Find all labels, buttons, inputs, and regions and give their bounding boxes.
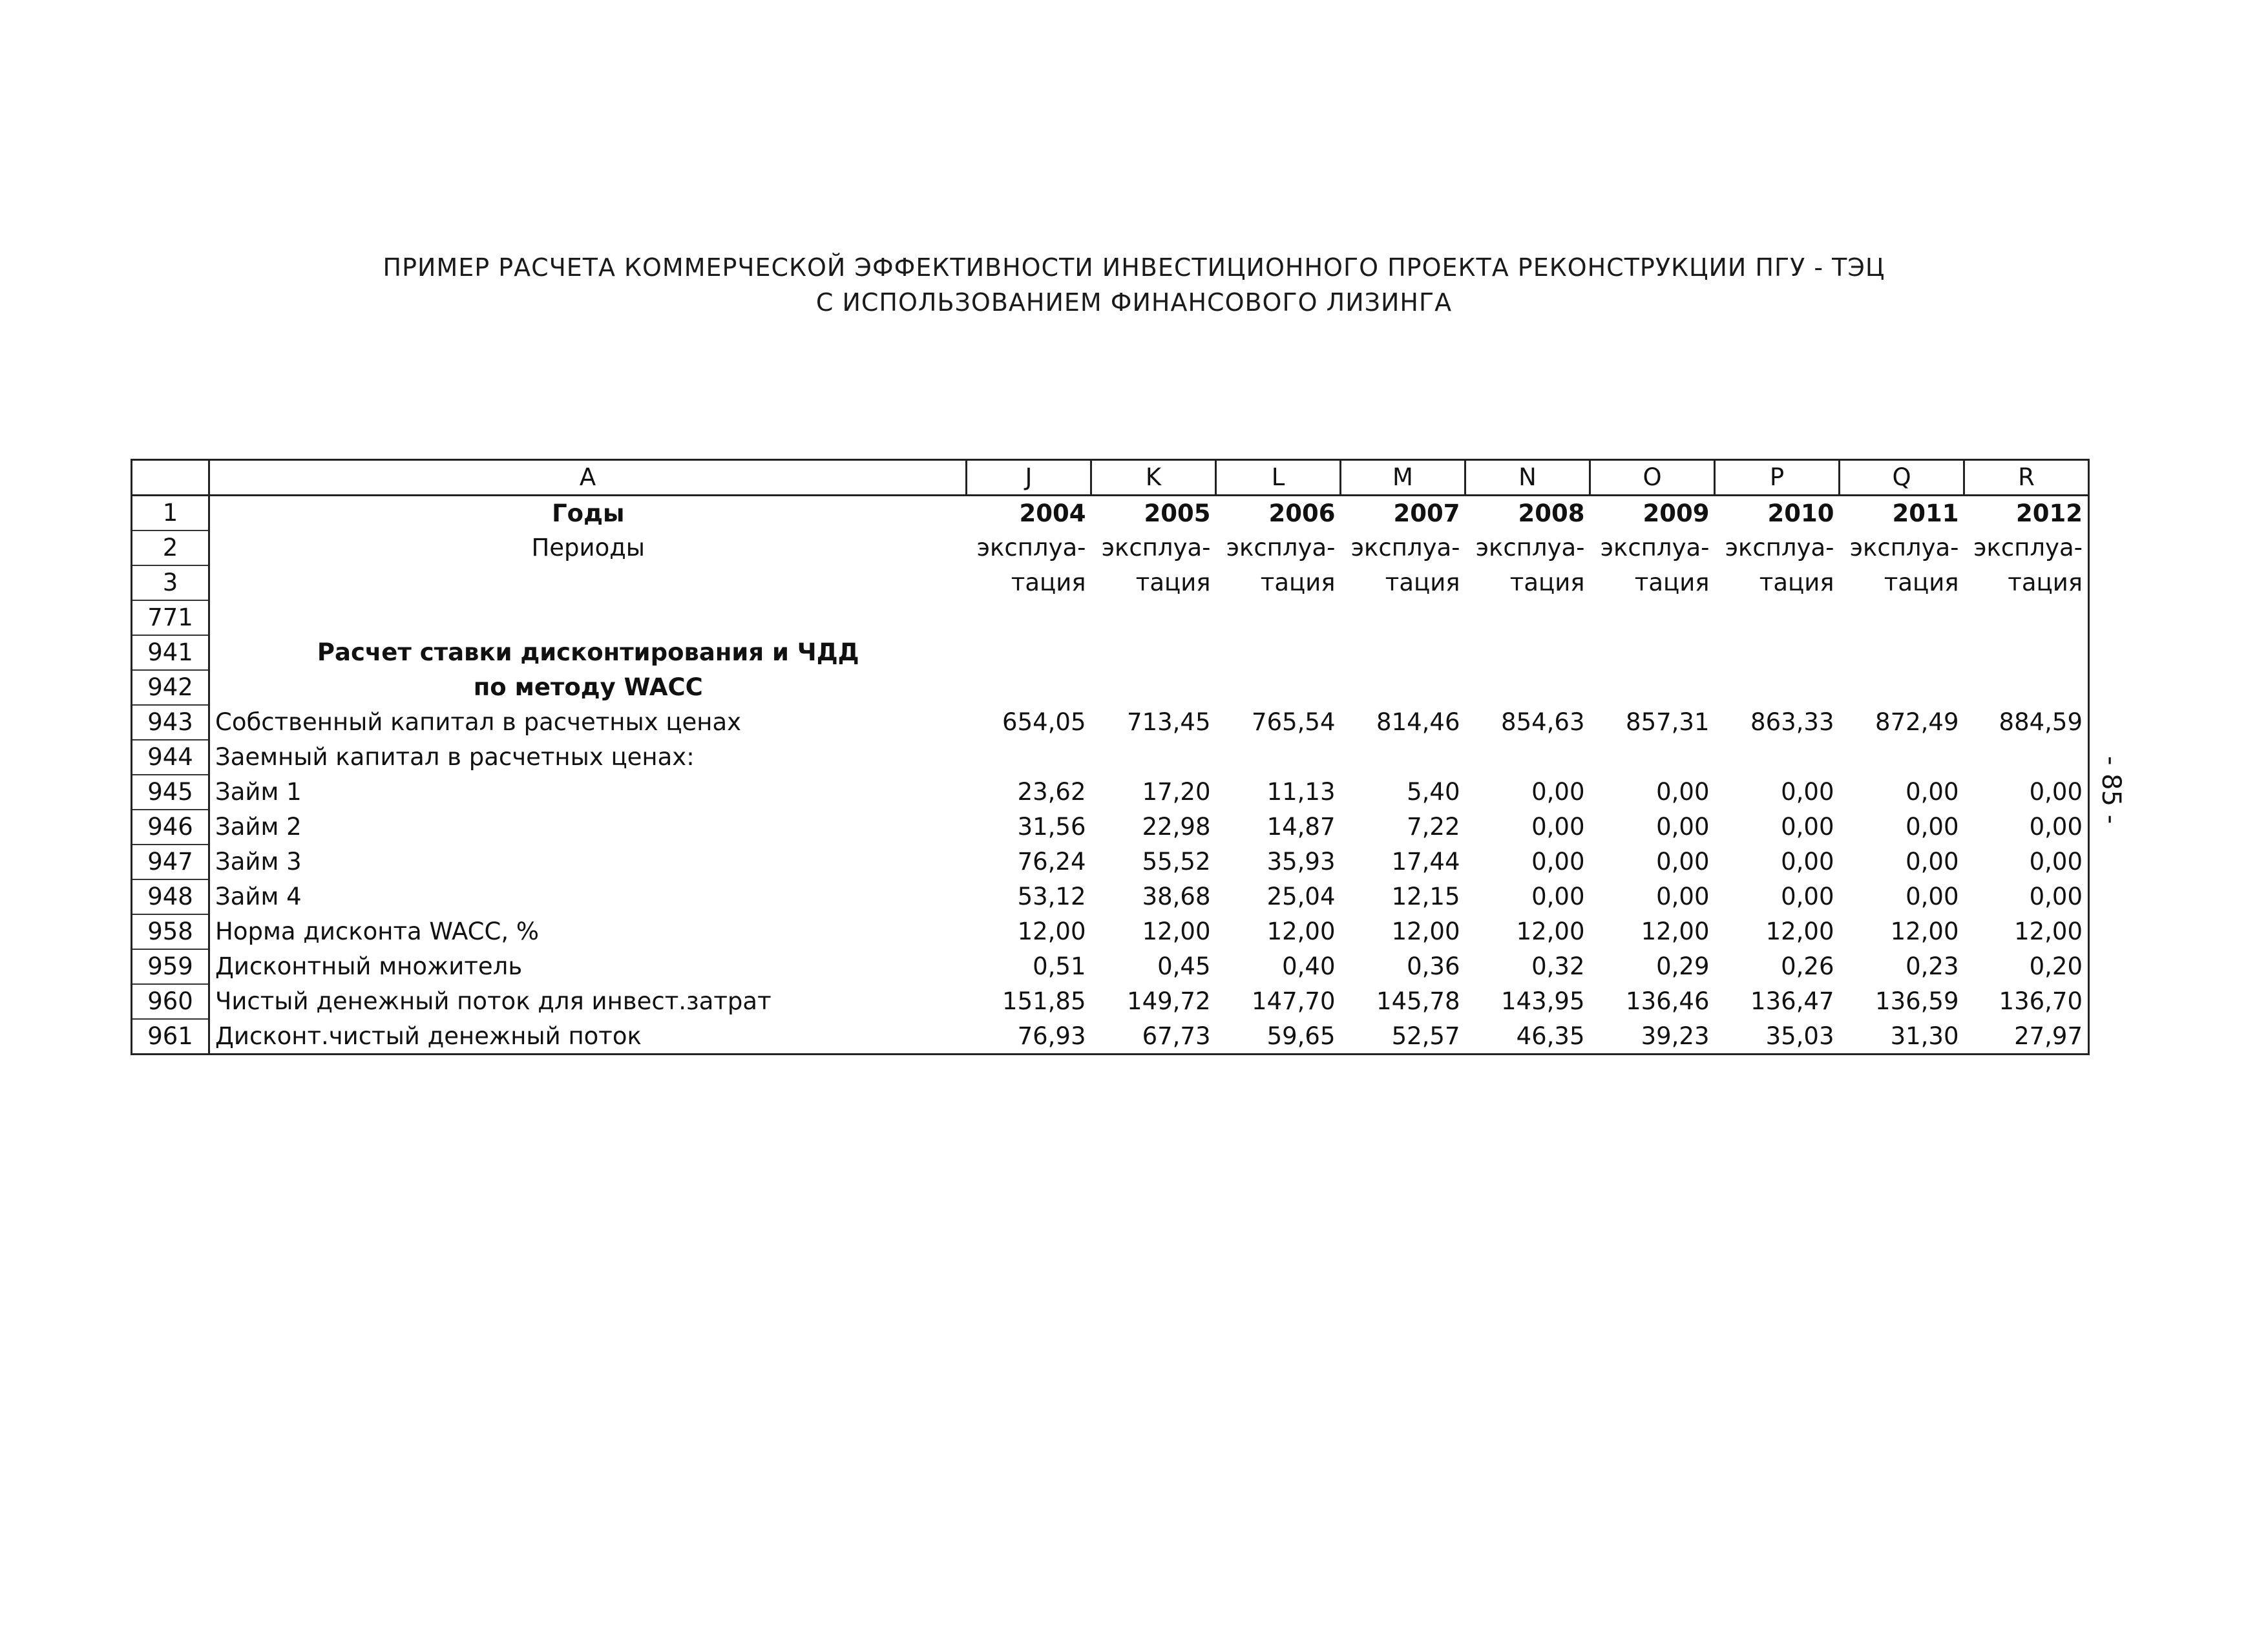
empty-cell[interactable] bbox=[1964, 635, 2089, 670]
value-cell[interactable]: 12,00 bbox=[1391, 918, 1460, 945]
value-cell[interactable]: 17,44 bbox=[1391, 848, 1460, 876]
value-cell[interactable] bbox=[1590, 740, 1715, 775]
spreadsheet-grid bbox=[131, 459, 2090, 1055]
table-row bbox=[132, 914, 2089, 949]
table-row bbox=[132, 879, 2089, 914]
row-label[interactable]: Займ 1 bbox=[209, 775, 967, 810]
empty-cell[interactable] bbox=[1964, 600, 2089, 635]
empty-cell[interactable] bbox=[1715, 670, 1840, 705]
empty-cell[interactable] bbox=[1590, 635, 1715, 670]
value-cell[interactable]: 713,45 bbox=[1127, 708, 1211, 736]
column-header-k[interactable]: K bbox=[1091, 460, 1216, 496]
table-row bbox=[132, 740, 2089, 775]
column-header-m[interactable]: M bbox=[1341, 460, 1465, 496]
empty-cell[interactable] bbox=[1465, 635, 1590, 670]
table-row bbox=[132, 775, 2089, 810]
value-cell[interactable]: 136,59 bbox=[1875, 987, 1959, 1015]
wacc-table bbox=[131, 459, 2090, 1055]
empty-cell[interactable] bbox=[1840, 670, 1964, 705]
row-label[interactable] bbox=[209, 600, 967, 635]
value-cell[interactable]: 854,63 bbox=[1501, 708, 1585, 736]
table-body bbox=[132, 496, 2089, 1055]
period-cell[interactable]: эксплуа- bbox=[976, 534, 1086, 562]
value-cell[interactable]: 17,20 bbox=[1142, 778, 1211, 806]
year-cell[interactable]: 2010 bbox=[1767, 499, 1834, 527]
year-cell[interactable]: 2009 bbox=[1643, 499, 1710, 527]
years-row bbox=[132, 496, 2089, 531]
value-cell[interactable]: 76,93 bbox=[967, 1019, 1091, 1055]
period-cell[interactable]: тация bbox=[1509, 569, 1585, 596]
row-number[interactable]: 3 bbox=[132, 565, 209, 600]
empty-cell[interactable] bbox=[1715, 600, 1840, 635]
empty-cell[interactable] bbox=[1465, 670, 1590, 705]
row-label[interactable]: Заемный капитал в расчетных ценах: bbox=[209, 740, 967, 775]
value-cell[interactable]: 12,00 bbox=[1266, 918, 1336, 945]
row-number[interactable]: 948 bbox=[132, 879, 209, 914]
year-cell[interactable]: 2007 bbox=[1393, 499, 1460, 527]
row-label[interactable]: Чистый денежный поток для инвест.затрат bbox=[209, 984, 967, 1019]
value-cell[interactable]: 35,03 bbox=[1715, 1019, 1840, 1055]
value-cell[interactable]: 76,24 bbox=[1017, 848, 1086, 876]
period-cell[interactable]: эксплуа- bbox=[1725, 534, 1834, 562]
period-cell[interactable]: эксплуа- bbox=[1101, 534, 1211, 562]
value-cell[interactable]: 35,93 bbox=[1266, 848, 1336, 876]
value-cell[interactable]: 0,23 bbox=[1906, 952, 1959, 980]
value-cell[interactable]: 151,85 bbox=[1002, 987, 1086, 1015]
value-cell[interactable]: 12,00 bbox=[1765, 918, 1834, 945]
value-cell[interactable] bbox=[1840, 740, 1964, 775]
corner-cell[interactable] bbox=[132, 460, 209, 496]
value-cell[interactable]: 0,20 bbox=[1964, 949, 2089, 984]
period-cell[interactable]: эксплуа- bbox=[1475, 534, 1585, 562]
value-cell[interactable]: 0,00 bbox=[1656, 778, 1710, 806]
value-cell[interactable]: 31,30 bbox=[1840, 1019, 1964, 1055]
value-cell[interactable]: 14,87 bbox=[1266, 813, 1336, 841]
table-row bbox=[132, 1019, 2089, 1055]
row-label[interactable]: Собственный капитал в расчетных ценах bbox=[209, 705, 967, 740]
value-cell[interactable]: 0,00 bbox=[1906, 883, 1959, 910]
value-cell[interactable] bbox=[1964, 740, 2089, 775]
value-cell[interactable]: 0,00 bbox=[1656, 848, 1710, 876]
value-cell[interactable]: 0,45 bbox=[1157, 952, 1211, 980]
value-cell[interactable]: 12,00 bbox=[1890, 918, 1959, 945]
value-cell[interactable]: 22,98 bbox=[1142, 813, 1211, 841]
value-cell[interactable]: 884,59 bbox=[1964, 705, 2089, 740]
value-cell[interactable]: 67,73 bbox=[1091, 1019, 1216, 1055]
empty-cell[interactable] bbox=[967, 670, 1091, 705]
empty-cell[interactable] bbox=[1216, 600, 1341, 635]
row-label[interactable]: Займ 2 bbox=[209, 810, 967, 845]
value-cell[interactable]: 0,00 bbox=[1964, 845, 2089, 879]
value-cell[interactable]: 136,46 bbox=[1626, 987, 1710, 1015]
year-cell[interactable]: 2005 bbox=[1144, 499, 1211, 527]
empty-cell[interactable] bbox=[1341, 600, 1465, 635]
value-cell[interactable]: 12,00 bbox=[1964, 914, 2089, 949]
row-number[interactable]: 958 bbox=[132, 914, 209, 949]
value-cell[interactable]: 143,95 bbox=[1501, 987, 1585, 1015]
document-title-line2: С ИСПОЛЬЗОВАНИЕМ ФИНАНСОВОГО ЛИЗИНГА bbox=[815, 288, 1453, 317]
empty-cell[interactable] bbox=[1590, 670, 1715, 705]
empty-cell[interactable] bbox=[1341, 635, 1465, 670]
value-cell[interactable]: 25,04 bbox=[1266, 883, 1336, 910]
column-header-j[interactable]: J bbox=[967, 460, 1091, 496]
row-label[interactable] bbox=[209, 565, 967, 600]
year-cell[interactable]: 2012 bbox=[1964, 496, 2089, 531]
row-number[interactable]: 941 bbox=[132, 635, 209, 670]
row-number[interactable]: 959 bbox=[132, 949, 209, 984]
section-title-line1[interactable]: Расчет ставки дисконтирования и ЧДД bbox=[209, 635, 967, 670]
value-cell[interactable]: 814,46 bbox=[1376, 708, 1460, 736]
periods-cont-row bbox=[132, 565, 2089, 600]
value-cell[interactable]: 39,23 bbox=[1590, 1019, 1715, 1055]
value-cell[interactable]: 31,56 bbox=[1017, 813, 1086, 841]
value-cell[interactable]: 38,68 bbox=[1142, 883, 1211, 910]
column-header-o[interactable]: O bbox=[1590, 460, 1715, 496]
value-cell[interactable]: 7,22 bbox=[1407, 813, 1460, 841]
value-cell[interactable]: 27,97 bbox=[1964, 1019, 2089, 1055]
section-row bbox=[132, 635, 2089, 670]
year-cell[interactable]: 2004 bbox=[1019, 499, 1086, 527]
row-label[interactable]: Периоды bbox=[209, 530, 967, 565]
row-label[interactable]: Дисконт.чистый денежный поток bbox=[209, 1019, 967, 1055]
value-cell[interactable]: 0,00 bbox=[1906, 813, 1959, 841]
value-cell[interactable]: 654,05 bbox=[1002, 708, 1086, 736]
value-cell[interactable]: 12,00 bbox=[1017, 918, 1086, 945]
value-cell[interactable]: 0,00 bbox=[1656, 883, 1710, 910]
column-header-l[interactable]: L bbox=[1216, 460, 1341, 496]
row-number[interactable]: 2 bbox=[132, 530, 209, 565]
value-cell[interactable]: 857,31 bbox=[1626, 708, 1710, 736]
value-cell[interactable] bbox=[1465, 740, 1590, 775]
empty-cell[interactable] bbox=[967, 635, 1091, 670]
value-cell[interactable]: 0,40 bbox=[1282, 952, 1336, 980]
value-cell[interactable]: 12,00 bbox=[1641, 918, 1710, 945]
value-cell[interactable]: 0,00 bbox=[1964, 879, 2089, 914]
value-cell[interactable]: 12,15 bbox=[1391, 883, 1460, 910]
period-cell[interactable]: тация bbox=[1385, 569, 1460, 596]
value-cell[interactable]: 765,54 bbox=[1252, 708, 1336, 736]
value-cell[interactable] bbox=[1341, 740, 1465, 775]
table-row bbox=[132, 949, 2089, 984]
value-cell[interactable]: 147,70 bbox=[1252, 987, 1336, 1015]
value-cell[interactable]: 12,00 bbox=[1142, 918, 1211, 945]
year-cell[interactable]: 2008 bbox=[1518, 499, 1585, 527]
value-cell[interactable] bbox=[1091, 740, 1216, 775]
value-cell[interactable]: 0,00 bbox=[1656, 813, 1710, 841]
document-title-line1: ПРИМЕР РАСЧЕТА КОММЕРЧЕСКОЙ ЭФФЕКТИВНОСТИ ИНВЕСТИЦИОННОГО ПРОЕКТА РЕКОНСТРУКЦИИ ПГУ - ТЭЦ bbox=[383, 253, 1885, 282]
period-cell[interactable]: тация bbox=[1011, 569, 1086, 596]
table-row bbox=[132, 845, 2089, 879]
row-label[interactable]: Займ 4 bbox=[209, 879, 967, 914]
value-cell[interactable] bbox=[1715, 740, 1840, 775]
value-cell[interactable]: 55,52 bbox=[1142, 848, 1211, 876]
empty-cell[interactable] bbox=[1715, 635, 1840, 670]
empty-cell[interactable] bbox=[1964, 670, 2089, 705]
value-cell[interactable]: 136,70 bbox=[1964, 984, 2089, 1019]
value-cell[interactable]: 0,00 bbox=[1531, 778, 1585, 806]
value-cell[interactable]: 0,26 bbox=[1781, 952, 1834, 980]
empty-cell[interactable] bbox=[1840, 635, 1964, 670]
value-cell[interactable]: 149,72 bbox=[1127, 987, 1211, 1015]
value-cell[interactable]: 46,35 bbox=[1465, 1019, 1590, 1055]
row-number[interactable]: 943 bbox=[132, 705, 209, 740]
period-cell[interactable]: эксплуа- bbox=[1226, 534, 1336, 562]
empty-cell[interactable] bbox=[1216, 635, 1341, 670]
row-number[interactable]: 960 bbox=[132, 984, 209, 1019]
value-cell[interactable]: 0,00 bbox=[1906, 778, 1959, 806]
empty-cell[interactable] bbox=[1216, 670, 1341, 705]
row-number[interactable]: 945 bbox=[132, 775, 209, 810]
row-label[interactable]: Годы bbox=[209, 496, 967, 531]
page-number: - 85 - bbox=[2096, 756, 2126, 824]
column-header-a[interactable]: A bbox=[209, 460, 967, 496]
value-cell[interactable]: 0,00 bbox=[1531, 883, 1585, 910]
empty-cell[interactable] bbox=[967, 600, 1091, 635]
period-cell[interactable]: тация bbox=[1135, 569, 1211, 596]
value-cell[interactable]: 0,29 bbox=[1656, 952, 1710, 980]
column-header-p[interactable]: P bbox=[1715, 460, 1840, 496]
row-label[interactable]: Норма дисконта WACC, % bbox=[209, 914, 967, 949]
empty-cell[interactable] bbox=[1590, 600, 1715, 635]
empty-cell[interactable] bbox=[1465, 600, 1590, 635]
value-cell[interactable]: 0,51 bbox=[1033, 952, 1086, 980]
year-cell[interactable]: 2011 bbox=[1892, 499, 1959, 527]
row-number[interactable]: 946 bbox=[132, 810, 209, 845]
empty-cell[interactable] bbox=[1091, 670, 1216, 705]
empty-cell[interactable] bbox=[1091, 600, 1216, 635]
column-header-r[interactable]: R bbox=[1964, 460, 2089, 496]
column-header-n[interactable]: N bbox=[1465, 460, 1590, 496]
value-cell[interactable]: 0,00 bbox=[1964, 810, 2089, 845]
empty-cell[interactable] bbox=[1840, 600, 1964, 635]
value-cell[interactable]: 872,49 bbox=[1875, 708, 1959, 736]
value-cell[interactable]: 0,00 bbox=[1781, 778, 1834, 806]
empty-cell[interactable] bbox=[1091, 635, 1216, 670]
year-cell[interactable]: 2006 bbox=[1268, 499, 1336, 527]
table-row bbox=[132, 705, 2089, 740]
value-cell[interactable] bbox=[967, 740, 1091, 775]
row-number[interactable]: 942 bbox=[132, 670, 209, 705]
section-row bbox=[132, 670, 2089, 705]
row-number[interactable]: 771 bbox=[132, 600, 209, 635]
period-cell[interactable]: тация bbox=[1260, 569, 1336, 596]
value-cell[interactable]: 11,13 bbox=[1266, 778, 1336, 806]
value-cell[interactable]: 0,00 bbox=[1531, 813, 1585, 841]
row-number[interactable]: 961 bbox=[132, 1019, 209, 1055]
value-cell[interactable]: 0,32 bbox=[1531, 952, 1585, 980]
value-cell[interactable] bbox=[1216, 740, 1341, 775]
value-cell[interactable]: 0,00 bbox=[1531, 848, 1585, 876]
table-row bbox=[132, 984, 2089, 1019]
column-header-q[interactable]: Q bbox=[1840, 460, 1964, 496]
row-number[interactable]: 947 bbox=[132, 845, 209, 879]
period-cell[interactable]: эксплуа- bbox=[1600, 534, 1710, 562]
value-cell[interactable]: 0,00 bbox=[1781, 848, 1834, 876]
empty-cell[interactable] bbox=[1341, 670, 1465, 705]
period-cell[interactable]: эксплуа- bbox=[1350, 534, 1460, 562]
value-cell[interactable]: 0,36 bbox=[1407, 952, 1460, 980]
column-header-row bbox=[132, 460, 2089, 496]
value-cell[interactable]: 0,00 bbox=[1781, 813, 1834, 841]
row-number[interactable]: 1 bbox=[132, 496, 209, 531]
value-cell[interactable]: 145,78 bbox=[1376, 987, 1460, 1015]
section-title-line2[interactable]: по методу WACC bbox=[209, 670, 967, 705]
value-cell[interactable]: 136,47 bbox=[1750, 987, 1834, 1015]
value-cell[interactable]: 863,33 bbox=[1750, 708, 1834, 736]
value-cell[interactable]: 53,12 bbox=[1017, 883, 1086, 910]
period-cell[interactable]: тация bbox=[1634, 569, 1710, 596]
value-cell[interactable]: 0,00 bbox=[1906, 848, 1959, 876]
periods-row bbox=[132, 530, 2089, 565]
period-cell[interactable]: тация bbox=[1964, 565, 2089, 600]
value-cell[interactable]: 52,57 bbox=[1341, 1019, 1465, 1055]
row-label[interactable]: Займ 3 bbox=[209, 845, 967, 879]
period-cell[interactable]: эксплуа- bbox=[1849, 534, 1959, 562]
table-row bbox=[132, 810, 2089, 845]
value-cell[interactable]: 12,00 bbox=[1516, 918, 1585, 945]
value-cell[interactable]: 23,62 bbox=[1017, 778, 1086, 806]
row-label[interactable]: Дисконтный множитель bbox=[209, 949, 967, 984]
blank-row bbox=[132, 600, 2089, 635]
value-cell[interactable]: 5,40 bbox=[1407, 778, 1460, 806]
value-cell[interactable]: 0,00 bbox=[1781, 883, 1834, 910]
value-cell[interactable]: 0,00 bbox=[1964, 775, 2089, 810]
period-cell[interactable]: тация bbox=[1884, 569, 1959, 596]
period-cell[interactable]: эксплуа- bbox=[1964, 530, 2089, 565]
period-cell[interactable]: тация bbox=[1759, 569, 1834, 596]
value-cell[interactable]: 59,65 bbox=[1216, 1019, 1341, 1055]
row-number[interactable]: 944 bbox=[132, 740, 209, 775]
